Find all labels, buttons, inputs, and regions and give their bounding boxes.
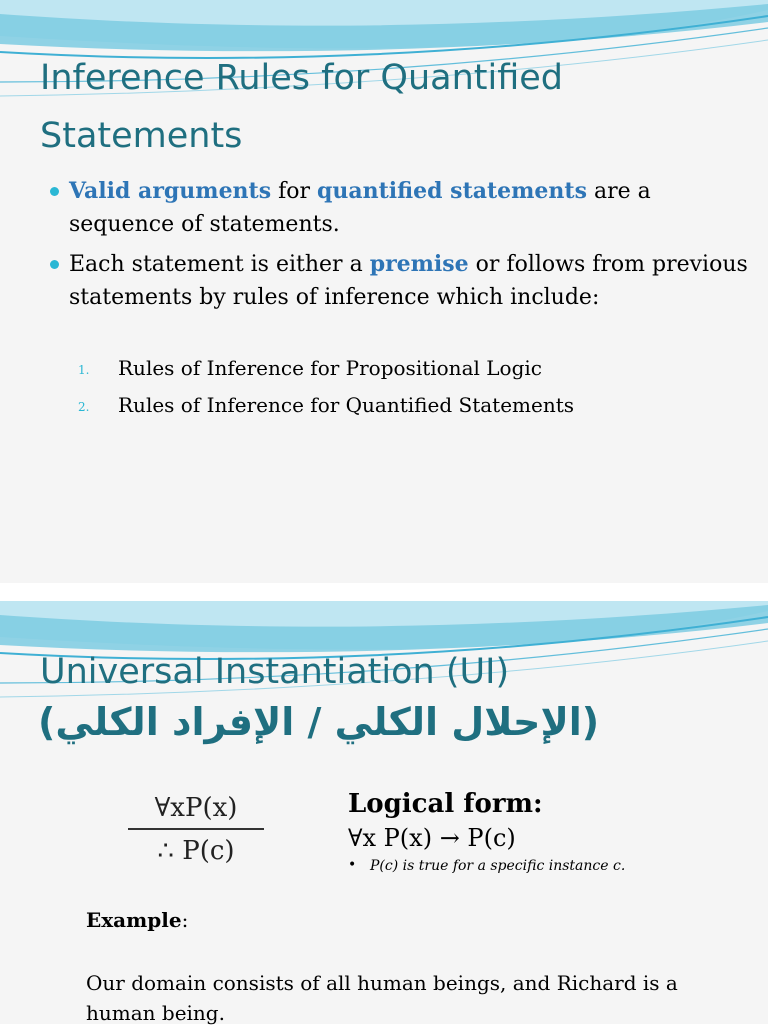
logical-form-formula: ∀x P(x) → P(c) [348,824,516,852]
bullet-text: are a sequence of statements. [69,179,651,237]
example-colon: : [181,908,189,932]
example-text: Our domain consists of all human beings, and Richard is a human being. [86,971,678,1025]
rule-conclusion: ∴ P(c) [157,836,235,866]
list-number: 2. [78,400,90,414]
list-item-text: Rules of Inference for Quantified Statements [118,393,575,417]
bullet-item-each-statement [50,248,750,314]
inference-rule-fraction [128,790,264,868]
list-item [78,355,574,392]
bullet-text: or follows from previous statements by rules of inference which include: [69,252,748,310]
term-quantified-statements: quantified statements [317,178,587,204]
logical-form-note [348,855,625,877]
slide-title-line1: Inference Rules for Quantified [40,58,564,98]
list-number: 1. [78,363,90,377]
slide-separator [0,583,768,601]
bullet-list [50,175,750,321]
logical-form-label: Logical form: [348,789,543,819]
list-item-text: Rules of Inference for Propositional Logic [118,356,542,380]
example-label: Example [86,908,182,932]
numbered-sublist [78,355,574,429]
arabic-subtitle: (الإحلال الكلي / الإفراد الكلي) [38,700,600,744]
bullet-text: Each statement is either a [69,252,370,277]
note-text: P(c) is true for a specific instance c. [370,858,626,874]
rule-premise: ∀xP(x) [154,793,238,823]
note-bullet-icon: • [348,857,357,873]
term-premise: premise [369,251,469,277]
slide-title: Universal Instantiation (UI) [40,652,510,692]
bullet-dot-icon [50,187,59,196]
list-item [78,392,574,429]
bullet-item-valid-arguments [50,175,750,241]
slide-title-line2: Statements [40,116,243,156]
bullet-dot-icon [50,260,59,269]
example-heading [86,905,188,935]
logical-form-block [348,787,625,877]
term-valid-arguments: Valid arguments [69,178,272,204]
bullet-text: for [271,179,317,204]
rule-divider-line [128,828,264,830]
